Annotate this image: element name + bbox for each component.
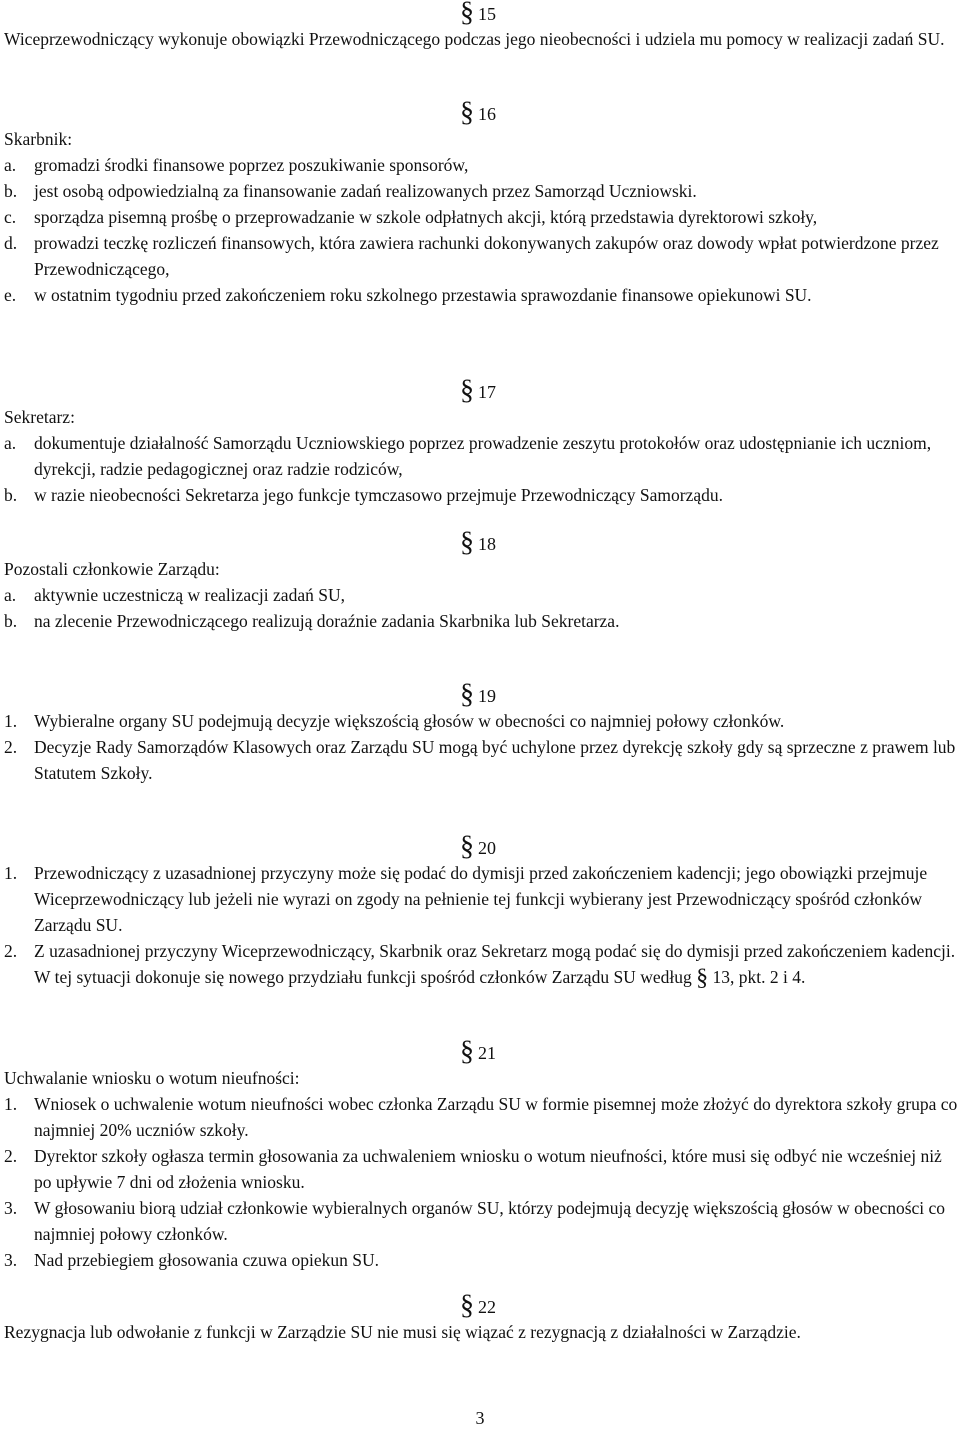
list-text: Z uzasadnionej przyczyny Wiceprzewodniczący, Skarbnik oraz Sekretarz mogą podać się do dymisji przed zakończeniem kadencji. W tej sytuacji dokonuje się nowego przydziału funkcji spośród członków Zarządu SU według [34,941,956,987]
section-intro: Skarbnik: [4,129,73,149]
section-21 [0,1036,960,1273]
list-text: prowadzi teczkę rozliczeń finansowych, która zawiera rachunki dokonywanych zakupów oraz dowody wpłat potwierdzone przez Przewodniczącego, [34,233,939,279]
section-heading [0,0,960,26]
list-label: c. [4,207,17,227]
paragraph-sign: § [460,527,474,558]
list-item [0,482,960,508]
section-22 [0,1290,960,1345]
section-heading [0,1036,960,1067]
section-number: 21 [478,1043,496,1063]
list-text: Wybieralne organy SU podejmują decyzje większością głosów w obecności co najmniej połowy członków. [34,711,785,731]
section-heading [0,831,960,862]
section-17 [0,375,960,508]
section-text: Rezygnacja lub odwołanie z funkcji w Zarządzie SU nie musi się wiązać z rezygnacją z działalności w Zarządzie. [4,1322,801,1342]
section-heading [0,375,960,406]
list-text: na zlecenie Przewodniczącego realizują doraźnie zadania Skarbnika lub Sekretarza. [34,611,620,631]
section-15 [0,0,960,52]
section-number: 15 [478,4,496,24]
list-text: Wniosek o uchwalenie wotum nieufności wobec członka Zarządu SU w formie pisemnej może złożyć do dyrektora szkoły grupa co najmniej 20% uczniów szkoły. [34,1094,958,1140]
list-label: 2. [4,737,18,757]
list-text: Dyrektor szkoły ogłasza termin głosowania za uchwaleniem wniosku o wotum nieufności, które musi się odbyć nie wcześniej niż po upływie 7 dni od złożenia wniosku. [34,1146,942,1192]
list-label: 3. [4,1198,18,1218]
list-label: a. [4,155,17,175]
section-number: 18 [478,534,496,554]
list-text: aktywnie uczestniczą w realizacji zadań SU, [34,585,345,605]
page-number: 3 [475,1408,485,1428]
list-label: b. [4,611,18,631]
list-label: 2. [4,941,18,961]
paragraph-sign: § [460,0,474,28]
section-intro: Sekretarz: [4,407,75,427]
list-text: Nad przebiegiem głosowania czuwa opiekun SU. [34,1250,380,1270]
list-item [0,1195,960,1247]
section-number: 22 [478,1297,496,1317]
paragraph-sign: § [460,1290,474,1321]
list-item [0,860,960,938]
list-label: b. [4,485,18,505]
list-item [0,152,960,178]
list-label: a. [4,433,17,453]
list-label: b. [4,181,18,201]
paragraph-sign: § [460,831,474,862]
list-label: 3. [4,1250,18,1270]
list-item [0,282,960,308]
list-item [0,608,960,634]
list-label: e. [4,285,17,305]
list-label: 1. [4,863,18,883]
list-label: 1. [4,1094,18,1114]
list-text: sporządza pisemną prośbę o przeprowadzanie w szkole odpłatnych akcji, którą przedstawia dyrektorowi szkoły, [34,207,818,227]
list-item [0,708,960,734]
list-item [0,230,960,282]
list-item [0,204,960,230]
section-number: 19 [478,686,496,706]
section-heading [0,97,960,128]
list-label: 1. [4,711,18,731]
list-item [0,938,960,990]
paragraph-sign: § [460,679,474,710]
section-number: 17 [478,382,496,402]
section-intro: Pozostali członkowie Zarządu: [4,559,220,579]
list-text: Przewodniczący z uzasadnionej przyczyny może się podać do dymisji przed zakończeniem kadencji; jego obowiązki przejmuje Wiceprzewodniczący lub jeżeli nie wyrazi on zgody na pełnienie tej funkcji wybierany jest Przewodniczący spośród członków Zarządu SU. [34,863,928,935]
list-text: w ostatnim tygodniu przed zakończeniem roku szkolnego przestawia sprawozdanie finansowe opiekunowi SU. [34,285,812,305]
section-heading [0,1290,960,1321]
list-item [0,734,960,786]
list-text: Decyzje Rady Samorządów Klasowych oraz Zarządu SU mogą być uchylone przez dyrekcję szkoły gdy są sprzeczne z prawem lub Statutem Szkoły. [34,737,956,783]
list-text: gromadzi środki finansowe poprzez poszukiwanie sponsorów, [34,155,469,175]
list-label: a. [4,585,17,605]
list-item [0,1143,960,1195]
section-16 [0,97,960,308]
paragraph-sign: § [460,97,474,128]
section-heading [0,527,960,558]
list-text: jest osobą odpowiedzialną za finansowanie zadań realizowanych przez Samorząd Uczniowski. [34,181,697,201]
list-item [0,582,960,608]
list-item [0,1247,960,1273]
section-number: 16 [478,104,496,124]
section-heading [0,679,960,710]
section-intro: Uchwalanie wniosku o wotum nieufności: [4,1068,300,1088]
section-number: 20 [478,838,496,858]
list-label: d. [4,233,18,253]
paragraph-sign: § [460,375,474,406]
section-20 [0,831,960,991]
paragraph-sign: § [460,1036,474,1067]
section-text: Wiceprzewodniczący wykonuje obowiązki Przewodniczącego podczas jego nieobecności i udziela mu pomocy w realizacji zadań SU. [4,29,945,49]
list-item [0,430,960,482]
list-text: w razie nieobecności Sekretarza jego funkcje tymczasowo przejmuje Przewodniczący Samorządu. [34,485,724,505]
section-19 [0,679,960,786]
list-item [0,1091,960,1143]
section-18 [0,527,960,634]
list-item [0,178,960,204]
list-text: W głosowaniu biorą udział członkowie wybieralnych organów SU, którzy podejmują decyzję większością głosów w obecności co najmniej połowy członków. [34,1198,946,1244]
paragraph-sign: § [696,965,709,991]
list-label: 2. [4,1146,18,1166]
list-text-continued: 13, pkt. 2 i 4. [712,967,806,987]
list-text: dokumentuje działalność Samorządu Uczniowskiego poprzez prowadzenie zeszytu protokołów oraz udostępnianie ich uczniom, dyrekcji, radzie pedagogicznej oraz radzie rodziców, [34,433,932,479]
